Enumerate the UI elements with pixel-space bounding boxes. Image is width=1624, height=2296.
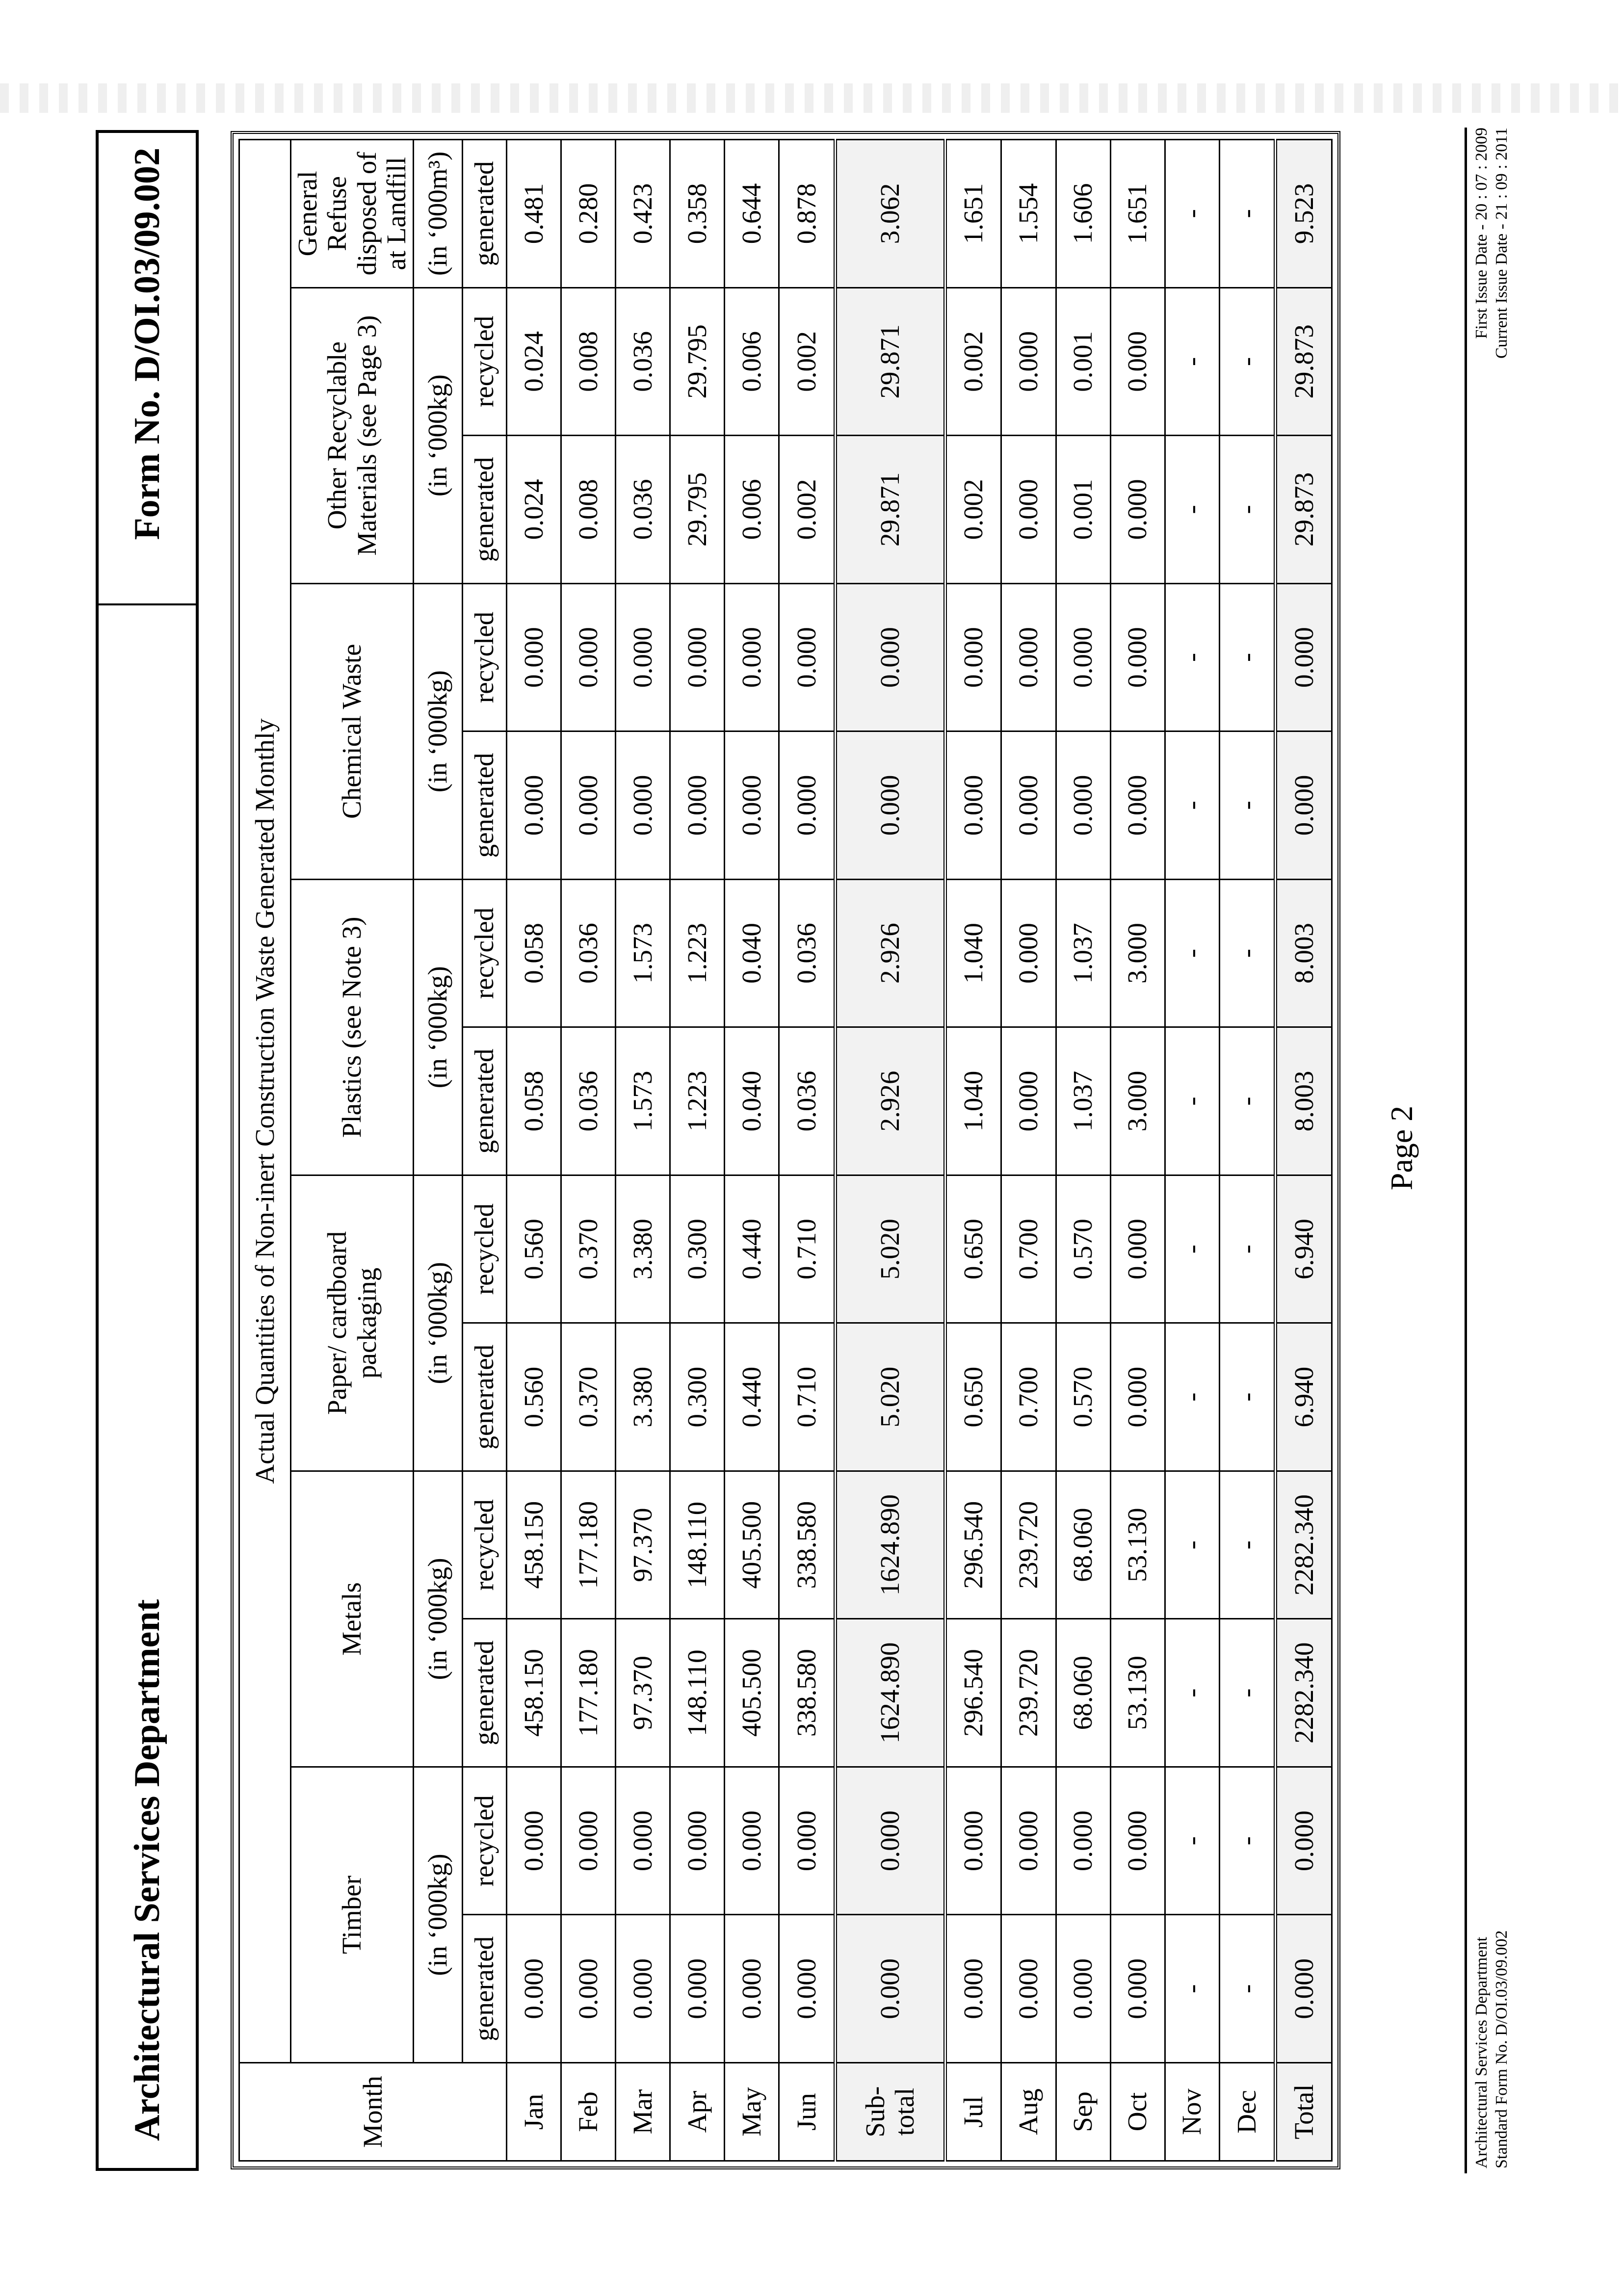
table-row — [835, 140, 945, 2161]
value-cell: - — [1219, 287, 1276, 436]
footer-divider — [1465, 128, 1467, 2173]
value-cell: 0.000 — [1110, 731, 1165, 880]
value-cell: 177.180 — [561, 1619, 616, 1767]
value-cell: 0.650 — [945, 1175, 1001, 1323]
value-cell: 0.000 — [1276, 1767, 1332, 1915]
value-cell: - — [1165, 583, 1219, 731]
category-unit: (in ‘000kg) — [414, 287, 463, 583]
value-cell: 239.720 — [1001, 1619, 1056, 1767]
category-header: Other Recyclable Materials (see Page 3) — [291, 287, 414, 583]
value-cell: 0.002 — [779, 436, 836, 584]
value-cell: 0.000 — [725, 731, 779, 880]
value-cell: 296.540 — [945, 1471, 1001, 1619]
value-cell: 97.370 — [616, 1619, 670, 1767]
value-cell: 0.000 — [835, 731, 945, 880]
value-cell: 0.000 — [670, 731, 725, 880]
value-cell: 0.440 — [725, 1175, 779, 1323]
sub-header-generated: generated — [463, 1915, 507, 2063]
value-cell: 0.000 — [1276, 583, 1332, 731]
value-cell: - — [1219, 140, 1276, 288]
month-cell: Sep — [1056, 2063, 1110, 2161]
value-cell: 5.020 — [835, 1175, 945, 1323]
value-cell: 0.000 — [670, 1767, 725, 1915]
category-unit: (in ‘000kg) — [414, 879, 463, 1175]
value-cell: 0.700 — [1001, 1323, 1056, 1471]
value-cell: 0.036 — [561, 879, 616, 1027]
month-cell: Apr — [670, 2063, 725, 2161]
value-cell: 0.036 — [779, 1027, 836, 1175]
value-cell: 0.000 — [1001, 436, 1056, 584]
month-cell: Aug — [1001, 2063, 1056, 2161]
value-cell: 0.000 — [1110, 1175, 1165, 1323]
value-cell: 0.002 — [945, 436, 1001, 584]
value-cell: 0.036 — [561, 1027, 616, 1175]
value-cell: 0.440 — [725, 1323, 779, 1471]
value-cell: 0.700 — [1001, 1175, 1056, 1323]
sub-header-generated: generated — [463, 1027, 507, 1175]
value-cell: 29.871 — [835, 287, 945, 436]
value-cell: - — [1165, 287, 1219, 436]
value-cell: 0.036 — [616, 436, 670, 584]
table-row — [670, 140, 725, 2161]
value-cell: 0.370 — [561, 1175, 616, 1323]
value-cell: 0.058 — [507, 1027, 561, 1175]
value-cell: 0.000 — [616, 1915, 670, 2063]
category-unit: (in ‘000kg) — [414, 1175, 463, 1471]
category-header: Chemical Waste — [291, 583, 414, 879]
value-cell: 1.606 — [1056, 140, 1110, 288]
value-cell: 0.000 — [670, 583, 725, 731]
value-cell: 1.573 — [616, 1027, 670, 1175]
value-cell: 0.000 — [1001, 583, 1056, 731]
value-cell: 6.940 — [1276, 1323, 1332, 1471]
value-cell: 0.008 — [561, 436, 616, 584]
table-row — [945, 140, 1001, 2161]
value-cell: 148.110 — [670, 1471, 725, 1619]
value-cell: - — [1165, 1175, 1219, 1323]
table-row — [1056, 140, 1110, 2161]
value-cell: 1.037 — [1056, 1027, 1110, 1175]
value-cell: 0.000 — [945, 1767, 1001, 1915]
value-cell: 1.223 — [670, 879, 725, 1027]
value-cell: - — [1165, 1027, 1219, 1175]
form-header — [96, 130, 199, 2171]
table-row — [1219, 140, 1276, 2161]
table-row — [725, 140, 779, 2161]
value-cell: 29.871 — [835, 436, 945, 584]
value-cell: 2.926 — [835, 1027, 945, 1175]
month-cell: Dec — [1219, 2063, 1276, 2161]
value-cell: 53.130 — [1110, 1471, 1165, 1619]
table-row — [1276, 140, 1332, 2161]
category-unit: (in ‘000m³) — [414, 140, 463, 288]
value-cell: 0.000 — [725, 1915, 779, 2063]
value-cell: - — [1219, 879, 1276, 1027]
value-cell: 29.795 — [670, 287, 725, 436]
sub-header-generated: generated — [463, 1323, 507, 1471]
value-cell: 458.150 — [507, 1471, 561, 1619]
value-cell: 0.560 — [507, 1175, 561, 1323]
value-cell: 0.000 — [1056, 1767, 1110, 1915]
value-cell: 0.001 — [1056, 436, 1110, 584]
value-cell: 0.000 — [670, 1915, 725, 2063]
value-cell: 1.223 — [670, 1027, 725, 1175]
value-cell: 405.500 — [725, 1619, 779, 1767]
value-cell: 0.000 — [1001, 1915, 1056, 2063]
value-cell: - — [1219, 1471, 1276, 1619]
value-cell: 0.002 — [779, 287, 836, 436]
value-cell: 338.580 — [779, 1471, 836, 1619]
value-cell: 29.873 — [1276, 287, 1332, 436]
sub-header-recycled: recycled — [463, 1175, 507, 1323]
value-cell: - — [1165, 436, 1219, 584]
sub-header-generated: generated — [463, 140, 507, 288]
value-cell: 8.003 — [1276, 1027, 1332, 1175]
value-cell: 0.423 — [616, 140, 670, 288]
value-cell: - — [1219, 1323, 1276, 1471]
value-cell: 0.000 — [835, 583, 945, 731]
sub-header-recycled: recycled — [463, 1767, 507, 1915]
value-cell: 0.000 — [725, 583, 779, 731]
value-cell: 1.554 — [1001, 140, 1056, 288]
sub-header-recycled: recycled — [463, 1471, 507, 1619]
value-cell: 0.000 — [1056, 583, 1110, 731]
value-cell: 0.300 — [670, 1175, 725, 1323]
value-cell: - — [1165, 1767, 1219, 1915]
value-cell: 0.000 — [616, 583, 670, 731]
value-cell: - — [1219, 1027, 1276, 1175]
value-cell: 0.000 — [561, 731, 616, 880]
form-number: Form No. D/OI.03/09.002 — [99, 133, 196, 605]
value-cell: 3.380 — [616, 1323, 670, 1471]
value-cell: 0.006 — [725, 287, 779, 436]
value-cell: 0.000 — [1056, 731, 1110, 880]
first-issue-date: First Issue Date - 20 : 07 : 2009 — [1472, 128, 1491, 339]
value-cell: - — [1219, 436, 1276, 584]
value-cell: 0.358 — [670, 140, 725, 288]
value-cell: 148.110 — [670, 1619, 725, 1767]
value-cell: - — [1219, 731, 1276, 880]
value-cell: 0.000 — [1001, 879, 1056, 1027]
table-row — [779, 140, 836, 2161]
value-cell: 0.008 — [561, 287, 616, 436]
sub-header-recycled: recycled — [463, 583, 507, 731]
value-cell: 29.795 — [670, 436, 725, 584]
category-header: General Refuse disposed of at Landfill — [291, 140, 414, 288]
value-cell: 0.036 — [779, 879, 836, 1027]
value-cell: 1.573 — [616, 879, 670, 1027]
value-cell: 0.001 — [1056, 287, 1110, 436]
value-cell: 0.002 — [945, 287, 1001, 436]
value-cell: 0.000 — [1110, 583, 1165, 731]
value-cell: 0.000 — [835, 1915, 945, 2063]
table-row — [561, 140, 616, 2161]
value-cell: 2282.340 — [1276, 1471, 1332, 1619]
value-cell: 0.000 — [1001, 287, 1056, 436]
category-header: Plastics (see Note 3) — [291, 879, 414, 1175]
sub-header-recycled: recycled — [463, 287, 507, 436]
value-cell: 0.710 — [779, 1323, 836, 1471]
month-cell: May — [725, 2063, 779, 2161]
category-unit: (in ‘000kg) — [414, 583, 463, 879]
category-unit: (in ‘000kg) — [414, 1767, 463, 2062]
value-cell: 0.000 — [507, 1915, 561, 2063]
value-cell: 0.040 — [725, 1027, 779, 1175]
value-cell: 0.280 — [561, 140, 616, 288]
month-cell: Mar — [616, 2063, 670, 2161]
value-cell: 2.926 — [835, 879, 945, 1027]
footer-standard-form: Standard Form No. D/OI.03/09.002 — [1492, 1930, 1511, 2168]
value-cell: 5.020 — [835, 1323, 945, 1471]
value-cell: 8.003 — [1276, 879, 1332, 1027]
value-cell: 0.570 — [1056, 1323, 1110, 1471]
value-cell: 0.006 — [725, 436, 779, 584]
value-cell: 3.000 — [1110, 1027, 1165, 1175]
value-cell: 239.720 — [1001, 1471, 1056, 1619]
value-cell: 0.644 — [725, 140, 779, 288]
value-cell: 0.024 — [507, 287, 561, 436]
month-cell: Oct — [1110, 2063, 1165, 2161]
value-cell: 0.000 — [945, 1915, 1001, 2063]
waste-table-frame — [231, 131, 1340, 2169]
value-cell: 0.000 — [1276, 731, 1332, 880]
value-cell: 0.000 — [616, 1767, 670, 1915]
value-cell: 3.000 — [1110, 879, 1165, 1027]
value-cell: 2282.340 — [1276, 1619, 1332, 1767]
value-cell: 97.370 — [616, 1471, 670, 1619]
value-cell: 0.710 — [779, 1175, 836, 1323]
value-cell: 0.000 — [1001, 1027, 1056, 1175]
value-cell: 0.000 — [507, 1767, 561, 1915]
value-cell: 0.650 — [945, 1323, 1001, 1471]
month-header: Month — [239, 2063, 507, 2161]
value-cell: - — [1219, 1619, 1276, 1767]
value-cell: 0.000 — [1110, 1915, 1165, 2063]
value-cell: 0.481 — [507, 140, 561, 288]
value-cell: 0.300 — [670, 1323, 725, 1471]
value-cell: 68.060 — [1056, 1471, 1110, 1619]
value-cell: 0.000 — [561, 1915, 616, 2063]
value-cell: - — [1219, 1175, 1276, 1323]
value-cell: 0.560 — [507, 1323, 561, 1471]
value-cell: 0.000 — [945, 731, 1001, 880]
value-cell: 0.000 — [616, 731, 670, 880]
value-cell: - — [1219, 583, 1276, 731]
value-cell: 0.000 — [1110, 436, 1165, 584]
value-cell: 0.036 — [616, 287, 670, 436]
value-cell: 0.040 — [725, 879, 779, 1027]
value-cell: - — [1165, 731, 1219, 880]
value-cell: 0.000 — [507, 583, 561, 731]
value-cell: 6.940 — [1276, 1175, 1332, 1323]
value-cell: 0.000 — [779, 1767, 836, 1915]
value-cell: 0.000 — [1001, 1767, 1056, 1915]
value-cell: 0.000 — [1001, 731, 1056, 880]
table-row — [507, 140, 561, 2161]
value-cell: 0.024 — [507, 436, 561, 584]
value-cell: 1.651 — [945, 140, 1001, 288]
value-cell: 53.130 — [1110, 1619, 1165, 1767]
value-cell: 0.000 — [779, 731, 836, 880]
value-cell: 0.000 — [1056, 1915, 1110, 2063]
sub-header-generated: generated — [463, 731, 507, 880]
value-cell: 0.000 — [1276, 1915, 1332, 2063]
value-cell: 0.000 — [835, 1767, 945, 1915]
value-cell: 1.651 — [1110, 140, 1165, 288]
waste-table — [238, 139, 1333, 2162]
value-cell: 3.062 — [835, 140, 945, 288]
page-number: Page 2 — [1384, 1105, 1419, 1191]
department-name: Architectural Services Department — [127, 1599, 167, 2141]
table-row — [1110, 140, 1165, 2161]
footer-form-info — [1472, 1931, 1512, 2168]
table-row — [1001, 140, 1056, 2161]
month-cell: Total — [1276, 2063, 1332, 2161]
value-cell: 1624.890 — [835, 1619, 945, 1767]
value-cell: 0.878 — [779, 140, 836, 288]
value-cell: 1624.890 — [835, 1471, 945, 1619]
sub-header-generated: generated — [463, 1619, 507, 1767]
value-cell: 0.000 — [725, 1767, 779, 1915]
value-cell: - — [1219, 1915, 1276, 2063]
table-row — [1165, 140, 1219, 2161]
month-cell: Feb — [561, 2063, 616, 2161]
value-cell: 405.500 — [725, 1471, 779, 1619]
value-cell: 296.540 — [945, 1619, 1001, 1767]
table-title: Actual Quantities of Non-inert Construction Waste Generated Monthly — [239, 140, 291, 2063]
value-cell: 0.000 — [779, 583, 836, 731]
sub-header-recycled: recycled — [463, 879, 507, 1027]
month-cell: Nov — [1165, 2063, 1219, 2161]
value-cell: 0.000 — [1110, 1323, 1165, 1471]
value-cell: 458.150 — [507, 1619, 561, 1767]
value-cell: 0.000 — [1110, 287, 1165, 436]
value-cell: 29.873 — [1276, 436, 1332, 584]
value-cell: 1.040 — [945, 879, 1001, 1027]
category-unit: (in ‘000kg) — [414, 1471, 463, 1767]
scan-edge-artifact — [0, 83, 1624, 113]
value-cell: - — [1165, 1323, 1219, 1471]
value-cell: 0.000 — [561, 1767, 616, 1915]
month-cell: Jan — [507, 2063, 561, 2161]
table-row — [616, 140, 670, 2161]
value-cell: - — [1165, 1471, 1219, 1619]
value-cell: 0.370 — [561, 1323, 616, 1471]
month-cell: Sub-total — [835, 2063, 945, 2161]
month-cell: Jun — [779, 2063, 836, 2161]
value-cell: 0.000 — [1110, 1767, 1165, 1915]
current-issue-date: Current Issue Date - 21 : 09 : 2011 — [1492, 128, 1511, 359]
value-cell: 3.380 — [616, 1175, 670, 1323]
month-cell: Jul — [945, 2063, 1001, 2161]
value-cell: 1.037 — [1056, 879, 1110, 1027]
category-header: Paper/ cardboard packaging — [291, 1175, 414, 1471]
value-cell: - — [1165, 1915, 1219, 2063]
value-cell: 9.523 — [1276, 140, 1332, 288]
value-cell: 177.180 — [561, 1471, 616, 1619]
sub-header-generated: generated — [463, 436, 507, 584]
category-header: Metals — [291, 1471, 414, 1767]
category-header: Timber — [291, 1767, 414, 2062]
value-cell: 0.000 — [779, 1915, 836, 2063]
value-cell: 0.000 — [945, 583, 1001, 731]
footer-department: Architectural Services Department — [1472, 1936, 1491, 2168]
value-cell: - — [1165, 140, 1219, 288]
footer-issue-dates — [1472, 128, 1512, 383]
value-cell: 0.058 — [507, 879, 561, 1027]
value-cell: 68.060 — [1056, 1619, 1110, 1767]
value-cell: - — [1219, 1767, 1276, 1915]
value-cell: - — [1165, 1619, 1219, 1767]
value-cell: 0.000 — [507, 731, 561, 880]
value-cell: 1.040 — [945, 1027, 1001, 1175]
value-cell: - — [1165, 879, 1219, 1027]
value-cell: 0.000 — [561, 583, 616, 731]
value-cell: 338.580 — [779, 1619, 836, 1767]
value-cell: 0.570 — [1056, 1175, 1110, 1323]
